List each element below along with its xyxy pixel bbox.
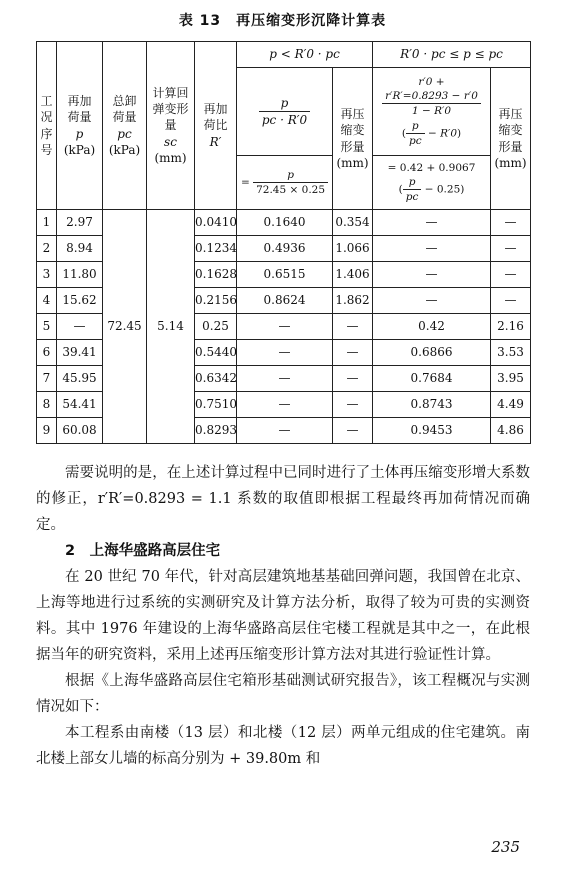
table-row: 5 — 0.25 — — 0.42 2.16: [37, 314, 531, 340]
shared-pc: 72.45: [103, 210, 147, 444]
header-group-high: R′0 · pc ≤ p ≤ pc: [373, 42, 531, 68]
header-total-unload: 总卸 荷量 pc (kPa): [103, 42, 147, 210]
body-text: [36, 460, 530, 772]
header-rebound: 计算回 弹变形 量 sc (mm): [147, 42, 195, 210]
settlement-table: [36, 41, 531, 444]
table-row: 4 15.62 0.2156 0.8624 1.862 — —: [37, 288, 531, 314]
table-row: 8 54.41 0.7510 — — 0.8743 4.49: [37, 392, 531, 418]
header-deform-low: 再压 缩变 形量 (mm): [333, 68, 373, 210]
table-caption: 表 13 再压缩变形沉降计算表: [178, 13, 387, 29]
table-row: 9 60.08 0.8293 — — 0.9453 4.86: [37, 418, 531, 444]
header-group-low: p < R′0 · pc: [237, 42, 373, 68]
formula-low-2: = $\frac{p}{72.45 \times 0.25}$: [237, 156, 333, 210]
header-deform-high: 再压 缩变 形量 (mm): [491, 68, 531, 210]
paragraph-report: 根据《上海华盛路高层住宅箱形基础测试研究报告》，该工程概况与实测情况如下：: [36, 673, 530, 715]
header-reload-ratio: 再加 荷比 R′: [195, 42, 237, 210]
section-heading: 2 上海华盛路高层住宅: [65, 543, 221, 559]
paragraph-project: 本工程系由南楼（13 层）和北楼（12 层）两单元组成的住宅建筑。南北楼上部女儿墙的标高分别为 + 39.80m 和: [36, 725, 530, 767]
formula-high-2: = 0.42 + 0.9067 ( $\frac{p}{pc}$ − 0.25): [373, 156, 491, 210]
header-case-no: 工 况 序 号: [37, 42, 57, 210]
formula-low-1: $\frac{p}{pc \cdot R'0}$: [237, 68, 333, 156]
table-row: 3 11.80 0.1628 0.6515 1.406 — —: [37, 262, 531, 288]
table-row: 6 39.41 0.5440 — — 0.6866 3.53: [37, 340, 531, 366]
page-number: 235: [491, 838, 520, 856]
paragraph-note: 需要说明的是，在上述计算过程中已同时进行了土体再压缩变形增大系数的修正，r′R′=0.8293 = 1.1 系数的取值即根据工程最终再加荷情况而确定。: [36, 465, 530, 533]
paragraph-background: 在 20 世纪 70 年代，针对高层建筑地基基础回弹问题，我国曾在北京、上海等地进行过系统的实测研究及计算方法分析，取得了较为可贵的实测资料。其中 1976 年建设的上海华盛路高层住宅楼工程就是其中之一，在此根据当年的研究资料，采用上述再压缩变形计算方法对其进行验证性计算。: [36, 569, 530, 663]
shared-sc: 5.14: [147, 210, 195, 444]
header-reload: 再加 荷量 p (kPa): [57, 42, 103, 210]
table-row: 1 2.97 72.45 5.14 0.0410 0.1640 0.354 — —: [37, 210, 531, 236]
formula-high-1: r′0 + $\frac{r'R'=0.8293 - r'0}{1 - R'0}$ ( $\frac{p}{pc}$ − R′0): [373, 68, 491, 156]
table-row: 7 45.95 0.6342 — — 0.7684 3.95: [37, 366, 531, 392]
table-row: 2 8.94 0.1234 0.4936 1.066 — —: [37, 236, 531, 262]
